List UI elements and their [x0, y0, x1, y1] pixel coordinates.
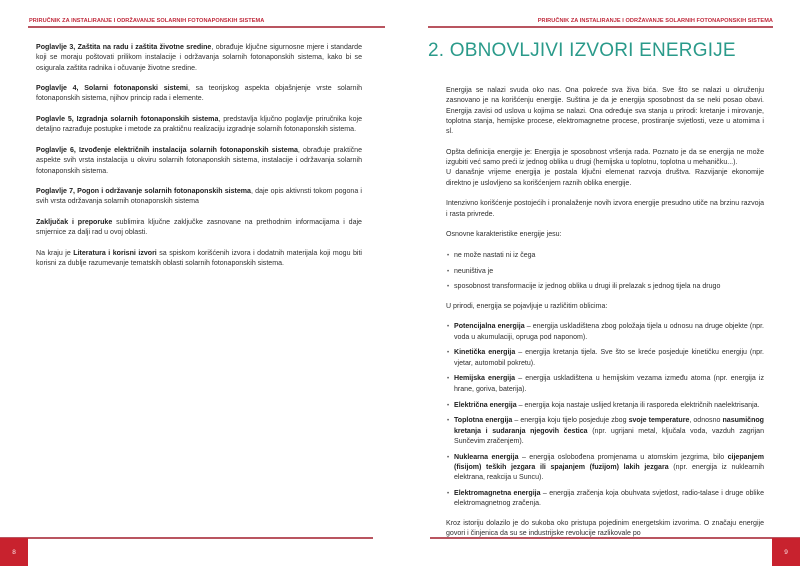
intro-paragraph: Energija se nalazi svuda oko nas. Ona pokreće sva živa bića. Sve što se nalazi u okruženju zasnovano je na korišćenju energije. Suština je da je energija sposobnost da se neki posao obavi. Energija zavisi od uslova u kojima se nalazi. Ona određuje sva stanja u prirodi: kretanje i mirovanje, toplotna stanja, hemijske procese, elektromagnetne procese, prostiranje svjetlosti, veze u atomima i sl.	[446, 87, 764, 136]
paragraph-chapter-4	[36, 84, 362, 105]
form-desc: – energija zračenja koja obuhvata svjetlost, radio-talase i druge oblike elektromagnetnog zračenja.	[454, 490, 764, 508]
page-number: 9	[772, 538, 800, 566]
chapter-3-title: Poglavlje 3, Zaštita na radu i zaštita životne sredine	[36, 44, 212, 51]
footer-rule	[0, 537, 373, 539]
list-item	[446, 374, 764, 395]
paragraph-literature	[36, 249, 362, 270]
right-body-text	[446, 86, 764, 550]
chapter-5-title: Poglavle 5, Izgradnja solarnih fotonaponskih sistema	[36, 116, 219, 124]
paragraph-chapter-5	[36, 115, 362, 136]
energy-forms-list	[446, 322, 764, 509]
form-name: Hemijska energija	[454, 375, 516, 383]
form-desc: – energija uskladištena u hemijskim vezama između atoma (npr. energija iz hrane, goriva, baterija).	[454, 375, 764, 393]
running-head: PRIRUČNIK ZA INSTALIRANJE I ODRŽAVANJE SOLARNIH FOTONAPONSKIH SISTEMA	[537, 18, 773, 24]
literature-pre: Na kraju je	[36, 249, 74, 257]
form-desc: (npr. energija iz nuklearnih elektrana, reakcija u Suncu).	[454, 464, 764, 482]
page-number: 8	[0, 538, 28, 566]
list-item	[446, 322, 764, 343]
list-item: • ne može nastati ni iz čega	[446, 251, 764, 261]
form-desc: – energija koja nastaje uslijed kretanja ili rasporeda električnih naelektrisanja.	[516, 401, 760, 409]
form-desc-bold: cijepanjem (fisijom) teških jezgara ili spajanjem (fuzijom) lakih jezgara	[454, 453, 764, 471]
literature-title: Literatura i korisni izvori	[73, 249, 157, 257]
paragraph-conclusion	[36, 218, 362, 239]
running-head: PRIRUČNIK ZA INSTALIRANJE I ODRŽAVANJE SOLARNIH FOTONAPONSKIH SISTEMA	[29, 18, 265, 24]
today-paragraph: U današnje vrijeme energija je postala ključni elemenat razvoja društva. Razvijanje ekonomije direktno je uslovljeno sa korišćenjem raznih oblika energije.	[446, 169, 764, 187]
form-desc: (npr. ugrijani metal, ključala voda, vazduh zagrijan Sunčevim zračenjem).	[454, 427, 765, 445]
chapter-7-desc: , daje opis aktivnsti tokom pogona i svih vrsta održavanja solarnih otonaponskih sistema	[36, 188, 362, 206]
form-name: Toplotna energija	[454, 417, 513, 425]
form-name: Elektromagnetna energija	[454, 490, 541, 498]
form-desc: – energija uskladištena zbog položaja tijela u odnosu na druge objekte (npr. voda u akumulaciji, opruga pod naponom).	[454, 323, 764, 341]
chapter-4-desc: , sa teorijskog aspekta objašnjenje vrste solarnih fotonaponskih sistema, njihov princip rada i elemente.	[36, 85, 362, 103]
list-item	[446, 489, 764, 510]
form-desc-bold: svoje temperature	[628, 417, 690, 425]
header-rule	[428, 26, 773, 28]
chapter-3-desc: , obrađuje ključne sigurnosne mjere i standarde koji se moraju poštovati prilikom instalacije i održavanja solarnih fotonaponskih sistema, kako bi se osigurala zaštita radnika i očuvanje životne sredine.	[36, 44, 363, 72]
form-desc: – energija kretanja tijela. Sve što se kreće posjeduje kinetičku energiju (npr. vjetar, automobil pokretu).	[454, 349, 764, 367]
paragraph-chapter-6	[36, 146, 362, 177]
characteristics-list	[446, 251, 764, 293]
form-desc: , odnosno	[689, 417, 723, 425]
form-name: Potencijalna energija	[454, 323, 525, 331]
form-desc-bold: nasumičnog kretanja i sudaranja njegovih čestica	[454, 417, 764, 435]
chapter-title: 2. OBNOVLJIVI IZVORI ENERGIJE	[428, 40, 736, 61]
list-item: • sposobnost transformacije iz jednog oblika u drugi ili prelazak s jednog tijela na drugo	[446, 282, 764, 292]
form-name: Kinetička energija	[454, 349, 516, 357]
right-page	[400, 0, 800, 566]
chapter-7-title: Poglavlje 7, Pogon i održavanje solarnih fotonaponskih sistema	[36, 188, 251, 196]
footer-rule	[430, 537, 800, 539]
list-item	[446, 416, 764, 447]
list-item	[446, 348, 764, 369]
intensive-paragraph: Intenzivno korišćenje postojećih i pronalaženje novih izvora energije presudno utiče na brzinu razvoja i rasta privrede.	[446, 200, 764, 218]
left-body-text	[36, 43, 362, 280]
characteristics-intro: Osnovne karakteristike energije jesu:	[446, 231, 562, 239]
definition-paragraph: Opšta definicija energije je: Energija je sposobnost vršenja rada. Poznato je da se energija ne može izgubiti već samo preći iz jednog oblika u drugi (hemijska u toplotnu, toplotna u mehaničku...).	[446, 148, 764, 167]
form-name: Nuklearna energija	[454, 453, 519, 461]
literature-desc: sa spiskom korišćenih izvora i dodatnih materijala koji mogu biti korisni za dublje razumevanje tematskih oblasti solarnih fotonaponskih sistema.	[36, 249, 362, 268]
form-desc: – energija koju tijelo posjeduje zbog	[512, 417, 629, 425]
form-desc: – energija oslobođena promjenama u atomskim jezgrima, bilo	[518, 453, 728, 461]
conclusion-title: Zaključak i preporuke	[36, 219, 113, 227]
list-item	[446, 453, 764, 484]
chapter-6-title: Poglavlje 6, Izvođenje električnih instalacija solarnih fotonaponskih sistema	[36, 146, 298, 154]
chapter-6-desc: , obrađuje praktične aspekte svih vrsta instalacija u okviru solarnih fotonaponskih sistema, instalacije i održavanja solarnih fotonaponskih sistema.	[36, 146, 362, 175]
history-paragraph: Kroz istoriju dolazilo je do sukoba oko pristupa pojedinim energetskim izvorima. O značaju energije govori i činjenica da su se industrijske revolucije razlikovale po	[446, 519, 764, 537]
chapter-4-title: Poglavlje 4, Solarni fotonaponski sistemi	[36, 85, 188, 93]
paragraph-chapter-7	[36, 187, 362, 208]
form-name: Električna energija	[454, 401, 517, 409]
conclusion-desc: sublimira ključne zaključke zasnovane na prethodnim informacijama i daje smjernice za dalji rad u ovoj oblasti.	[36, 219, 362, 237]
list-item	[446, 401, 764, 411]
paragraph-chapter-3	[36, 43, 362, 74]
chapter-5-desc: , predstavlja ključno poglavlje priručnika koje detaljno razrađuje postupke i metode za praktičnu realizaciju izgradnje solarnih fotonaponskih sistema.	[36, 116, 362, 134]
forms-intro: U prirodi, energija se pojavljuje u različitim oblicima:	[446, 302, 608, 310]
list-item: • neuništiva je	[446, 267, 764, 277]
header-rule	[28, 26, 385, 28]
